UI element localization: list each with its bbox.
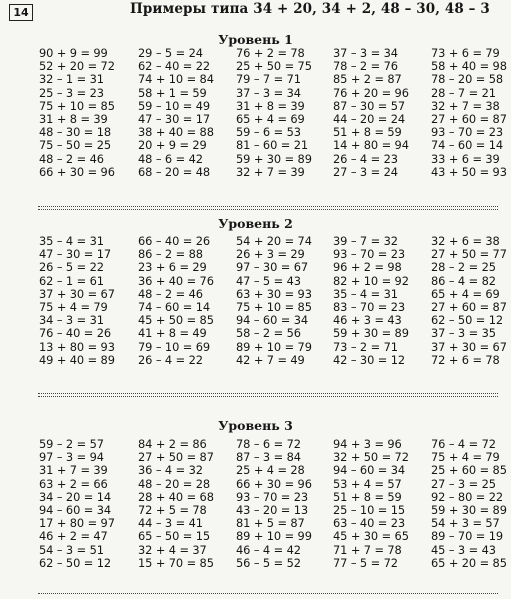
exercise: 74 – 60 = 14 bbox=[138, 299, 211, 314]
exercise: 36 + 40 = 76 bbox=[138, 273, 214, 288]
exercise: 35 – 4 = 31 bbox=[333, 286, 398, 301]
exercise: 59 + 30 = 89 bbox=[333, 326, 409, 341]
exercise: 34 – 20 = 14 bbox=[39, 489, 112, 504]
exercise: 46 – 4 = 42 bbox=[236, 542, 301, 557]
section-divider bbox=[38, 206, 498, 207]
exercise-column bbox=[236, 47, 332, 179]
exercise: 45 – 3 = 43 bbox=[431, 542, 496, 557]
exercise: 43 + 50 = 93 bbox=[431, 164, 507, 179]
exercise: 86 – 2 = 88 bbox=[138, 247, 203, 262]
section-divider bbox=[38, 396, 498, 397]
exercise: 54 + 20 = 74 bbox=[236, 234, 312, 248]
exercise: 46 + 2 = 47 bbox=[39, 529, 108, 544]
exercise: 58 – 2 = 56 bbox=[236, 326, 301, 341]
exercise: 75 + 10 = 85 bbox=[236, 299, 312, 314]
exercise: 37 – 3 = 35 bbox=[431, 326, 496, 341]
exercise: 51 + 8 = 59 bbox=[333, 489, 402, 504]
exercise: 47 – 30 = 17 bbox=[138, 111, 211, 126]
exercise: 62 – 1 = 61 bbox=[39, 273, 104, 288]
exercise: 87 – 30 = 57 bbox=[333, 98, 406, 113]
exercise: 52 + 20 = 72 bbox=[39, 59, 115, 74]
exercise: 93 – 70 = 23 bbox=[333, 247, 406, 262]
exercise-column bbox=[431, 438, 511, 570]
exercise: 37 + 30 = 67 bbox=[39, 286, 115, 301]
exercise: 84 + 2 = 86 bbox=[138, 437, 207, 451]
exercise: 27 – 3 = 25 bbox=[431, 476, 496, 491]
exercise: 66 – 40 = 26 bbox=[138, 234, 211, 248]
exercise: 89 – 70 = 19 bbox=[431, 529, 504, 544]
exercise: 20 + 9 = 29 bbox=[138, 138, 207, 153]
page-title: Примеры типа 34 + 20, 34 + 2, 48 – 30, 48 – 3 bbox=[130, 1, 490, 17]
exercise: 59 – 2 = 57 bbox=[39, 437, 104, 451]
exercise: 56 – 5 = 52 bbox=[236, 555, 301, 570]
exercise: 73 + 6 = 79 bbox=[431, 46, 500, 60]
exercise: 54 – 3 = 51 bbox=[39, 542, 104, 557]
exercise: 65 + 4 = 69 bbox=[236, 111, 305, 126]
exercise: 72 + 5 = 78 bbox=[138, 502, 207, 517]
exercise: 41 + 8 = 49 bbox=[138, 326, 207, 341]
exercise-column bbox=[236, 438, 332, 570]
exercise: 27 + 50 = 77 bbox=[431, 247, 507, 262]
exercise: 32 + 7 = 38 bbox=[431, 98, 500, 113]
level-3-heading: Уровень 3 bbox=[218, 418, 293, 433]
exercise: 14 + 80 = 94 bbox=[333, 138, 409, 153]
exercise: 78 – 6 = 72 bbox=[236, 437, 301, 451]
exercise: 73 – 2 = 71 bbox=[333, 339, 398, 354]
exercise: 45 + 50 = 85 bbox=[138, 313, 214, 328]
exercise: 89 + 10 = 79 bbox=[236, 339, 312, 354]
exercise: 94 – 60 = 34 bbox=[236, 313, 309, 328]
section-divider bbox=[38, 209, 498, 210]
exercise-column bbox=[39, 47, 135, 179]
exercise: 87 – 3 = 84 bbox=[236, 450, 301, 465]
exercise: 27 + 60 = 87 bbox=[431, 299, 507, 314]
exercise: 54 + 3 = 57 bbox=[431, 516, 500, 531]
exercise: 94 – 60 = 34 bbox=[333, 463, 406, 478]
exercise: 63 + 2 = 66 bbox=[39, 476, 108, 491]
exercise: 37 – 3 = 34 bbox=[236, 85, 301, 100]
exercise-column bbox=[39, 235, 135, 367]
exercise: 65 + 4 = 69 bbox=[431, 286, 500, 301]
exercise: 94 + 3 = 96 bbox=[333, 437, 402, 451]
exercise: 32 + 4 = 37 bbox=[138, 542, 207, 557]
exercise: 48 – 2 = 46 bbox=[138, 286, 203, 301]
exercise: 59 – 6 = 53 bbox=[236, 125, 301, 140]
exercise: 49 + 40 = 89 bbox=[39, 352, 115, 367]
exercise: 75 + 4 = 79 bbox=[39, 299, 108, 314]
exercise: 28 – 7 = 21 bbox=[431, 85, 496, 100]
exercise: 75 – 50 = 25 bbox=[39, 138, 112, 153]
exercise: 42 – 30 = 12 bbox=[333, 352, 406, 367]
exercise: 59 + 30 = 89 bbox=[431, 502, 507, 517]
exercise: 48 – 6 = 42 bbox=[138, 151, 203, 166]
exercise: 15 + 70 = 85 bbox=[138, 555, 214, 570]
exercise: 45 + 30 = 65 bbox=[333, 529, 409, 544]
exercise: 63 – 40 = 23 bbox=[333, 516, 406, 531]
exercise: 43 – 20 = 13 bbox=[236, 502, 309, 517]
exercise-column bbox=[39, 438, 135, 570]
exercise: 79 – 10 = 69 bbox=[138, 339, 211, 354]
exercise: 68 – 20 = 48 bbox=[138, 164, 211, 179]
exercise: 48 – 30 = 18 bbox=[39, 125, 112, 140]
exercise: 85 + 2 = 87 bbox=[333, 72, 402, 87]
level-1-heading: Уровень 1 bbox=[218, 32, 293, 47]
exercise: 26 – 4 = 22 bbox=[138, 352, 203, 367]
exercise: 58 + 1 = 59 bbox=[138, 85, 207, 100]
page-number: 14 bbox=[9, 4, 33, 21]
exercise: 31 + 8 = 39 bbox=[39, 111, 108, 126]
exercise: 59 – 10 = 49 bbox=[138, 98, 211, 113]
exercise: 37 + 30 = 67 bbox=[431, 339, 507, 354]
exercise: 25 + 4 = 28 bbox=[236, 463, 305, 478]
exercise: 28 + 40 = 68 bbox=[138, 489, 214, 504]
exercise: 66 + 30 = 96 bbox=[236, 476, 312, 491]
exercise: 27 + 60 = 87 bbox=[431, 111, 507, 126]
exercise-column bbox=[236, 235, 332, 367]
exercise: 32 + 50 = 72 bbox=[333, 450, 409, 465]
exercise: 44 – 20 = 24 bbox=[333, 111, 406, 126]
exercise: 76 + 2 = 78 bbox=[236, 46, 305, 60]
exercise: 92 – 80 = 22 bbox=[431, 489, 504, 504]
exercise: 58 + 40 = 98 bbox=[431, 59, 507, 74]
exercise: 76 + 20 = 96 bbox=[333, 85, 409, 100]
exercise-column bbox=[431, 47, 511, 179]
exercise: 28 – 2 = 25 bbox=[431, 260, 496, 275]
exercise: 62 – 50 = 12 bbox=[431, 313, 504, 328]
exercise: 48 – 20 = 28 bbox=[138, 476, 211, 491]
exercise: 93 – 70 = 23 bbox=[236, 489, 309, 504]
exercise: 97 – 30 = 67 bbox=[236, 260, 309, 275]
exercise: 42 + 7 = 49 bbox=[236, 352, 305, 367]
exercise: 46 + 3 = 43 bbox=[333, 313, 402, 328]
exercise: 32 + 7 = 39 bbox=[236, 164, 305, 179]
exercise: 36 – 4 = 32 bbox=[138, 463, 203, 478]
exercise: 83 – 70 = 23 bbox=[333, 299, 406, 314]
exercise: 35 – 4 = 31 bbox=[39, 234, 104, 248]
exercise-column bbox=[138, 235, 234, 367]
exercise: 74 + 10 = 84 bbox=[138, 72, 214, 87]
exercise: 62 – 40 = 22 bbox=[138, 59, 211, 74]
exercise: 31 + 7 = 39 bbox=[39, 463, 108, 478]
exercise: 47 – 30 = 17 bbox=[39, 247, 112, 262]
exercise: 13 + 80 = 93 bbox=[39, 339, 115, 354]
exercise-column bbox=[138, 47, 234, 179]
exercise: 32 – 1 = 31 bbox=[39, 72, 104, 87]
exercise: 90 + 9 = 99 bbox=[39, 46, 108, 60]
exercise: 51 + 8 = 59 bbox=[333, 125, 402, 140]
section-divider bbox=[38, 593, 498, 594]
exercise: 74 – 60 = 14 bbox=[431, 138, 504, 153]
exercise: 17 + 80 = 97 bbox=[39, 516, 115, 531]
exercise: 78 – 2 = 76 bbox=[333, 59, 398, 74]
exercise: 76 – 40 = 26 bbox=[39, 326, 112, 341]
exercise: 25 + 60 = 85 bbox=[431, 463, 507, 478]
exercise: 96 + 2 = 98 bbox=[333, 260, 402, 275]
exercise: 65 – 50 = 15 bbox=[138, 529, 211, 544]
exercise: 59 + 30 = 89 bbox=[236, 151, 312, 166]
exercise: 78 – 20 = 58 bbox=[431, 72, 504, 87]
exercise: 38 + 40 = 88 bbox=[138, 125, 214, 140]
exercise: 27 + 50 = 87 bbox=[138, 450, 214, 465]
exercise: 47 – 5 = 43 bbox=[236, 273, 301, 288]
exercise: 39 – 7 = 32 bbox=[333, 234, 398, 248]
exercise: 76 – 4 = 72 bbox=[431, 437, 496, 451]
exercise: 27 – 3 = 24 bbox=[333, 164, 398, 179]
exercise-column bbox=[333, 47, 429, 179]
exercise: 65 + 20 = 85 bbox=[431, 555, 507, 570]
exercise: 72 + 6 = 78 bbox=[431, 352, 500, 367]
exercise: 94 – 60 = 34 bbox=[39, 502, 112, 517]
exercise: 34 – 3 = 31 bbox=[39, 313, 104, 328]
exercise: 26 – 4 = 23 bbox=[333, 151, 398, 166]
exercise: 77 – 5 = 72 bbox=[333, 555, 398, 570]
exercise: 32 + 6 = 38 bbox=[431, 234, 500, 248]
exercise: 66 + 30 = 96 bbox=[39, 164, 115, 179]
level-2-heading: Уровень 2 bbox=[218, 216, 293, 231]
exercise: 23 + 6 = 29 bbox=[138, 260, 207, 275]
exercise-column bbox=[431, 235, 511, 367]
exercise: 63 + 30 = 93 bbox=[236, 286, 312, 301]
exercise: 33 + 6 = 39 bbox=[431, 151, 500, 166]
exercise: 31 + 8 = 39 bbox=[236, 98, 305, 113]
exercise-column bbox=[138, 438, 234, 570]
exercise: 44 – 3 = 41 bbox=[138, 516, 203, 531]
exercise: 86 – 4 = 82 bbox=[431, 273, 496, 288]
exercise: 75 + 10 = 85 bbox=[39, 98, 115, 113]
exercise: 25 – 10 = 15 bbox=[333, 502, 406, 517]
exercise: 26 + 3 = 29 bbox=[236, 247, 305, 262]
exercise-column bbox=[333, 438, 429, 570]
exercise: 25 – 3 = 23 bbox=[39, 85, 104, 100]
exercise: 29 – 5 = 24 bbox=[138, 46, 203, 60]
exercise-column bbox=[333, 235, 429, 367]
exercise: 82 + 10 = 92 bbox=[333, 273, 409, 288]
exercise: 79 – 7 = 71 bbox=[236, 72, 301, 87]
exercise: 71 + 7 = 78 bbox=[333, 542, 402, 557]
exercise: 89 + 10 = 99 bbox=[236, 529, 312, 544]
exercise: 26 – 5 = 22 bbox=[39, 260, 104, 275]
exercise: 25 + 50 = 75 bbox=[236, 59, 312, 74]
exercise: 81 + 5 = 87 bbox=[236, 516, 305, 531]
exercise: 93 – 70 = 23 bbox=[431, 125, 504, 140]
section-divider bbox=[38, 393, 498, 394]
exercise: 81 – 60 = 21 bbox=[236, 138, 309, 153]
exercise: 97 – 3 = 94 bbox=[39, 450, 104, 465]
exercise: 62 – 50 = 12 bbox=[39, 555, 112, 570]
exercise: 37 – 3 = 34 bbox=[333, 46, 398, 60]
exercise: 75 + 4 = 79 bbox=[431, 450, 500, 465]
exercise: 48 – 2 = 46 bbox=[39, 151, 104, 166]
exercise: 53 + 4 = 57 bbox=[333, 476, 402, 491]
